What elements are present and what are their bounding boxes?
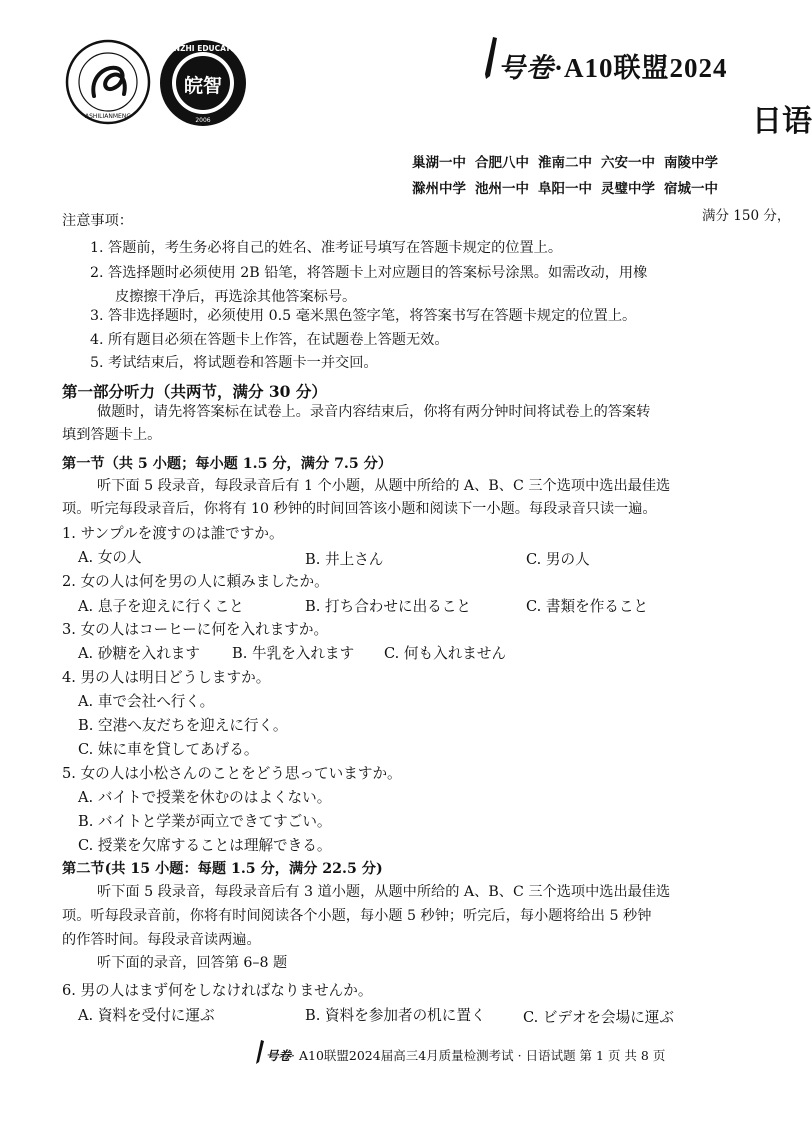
brand-text: 号卷 [498, 53, 554, 83]
option-b: B. 井上さん [305, 551, 384, 568]
option-b: B. 空港へ友だちを迎えに行く。 [78, 717, 288, 734]
option-a: A. 息子を迎えに行くこと [78, 598, 244, 615]
footer-brush-icon [256, 1040, 264, 1064]
full-score: 满分 150 分， [702, 208, 791, 224]
logo-right-char: 皖智 [183, 75, 223, 97]
question-stem: 6. 男の人はまず何をしなければなりませんか。 [62, 982, 373, 999]
notice-item: 1. 答题前，考生务必将自己的姓名、准考证号填写在答题卡规定的位置上。 [90, 240, 563, 256]
option-c: C. 何も入れません [384, 645, 507, 662]
notice-item: 5. 考试结束后，将试题卷和答题卡一并交回。 [90, 355, 378, 371]
section2-intro: 项。听每段录音前，你将有时间阅读各个小题，每小题 5 秒钟；听完后，每小题将给出 5 秒钟 [62, 908, 652, 924]
question-stem: 1. サンプルを渡すのは誰ですか。 [62, 525, 284, 542]
section2-title: 第二节(共 15 小题：每题 1.5 分，满分 22.5 分) [62, 861, 383, 877]
option-a: A. バイトで授業を休むのはよくない。 [78, 789, 332, 806]
part1-title: 第一部分听力（共两节，满分 30 分） [62, 382, 327, 401]
notice-item: 3. 答非选择题时，必须使用 0.5 毫米黑色签字笔，将答案书写在答题卡规定的位置上。 [90, 308, 637, 324]
question-stem: 4. 男の人は明日どうしますか。 [62, 669, 271, 686]
section1-intro: 项。听完每段录音后，你将有 10 秒钟的时间回答该小题和阅读下一小题。每段录音只读一遍。 [62, 501, 657, 517]
subject-title: 日语 [752, 104, 812, 139]
section2-intro: 听下面 5 段录音，每段录音后有 3 道小题，从题中所给的 A、B、C 三个选项中选出最佳选 [97, 884, 671, 900]
school-list-row2: 滁州中学 池州一中 阜阳一中 灵璧中学 宿城一中 [412, 181, 718, 197]
notice-item: 4. 所有题目必须在答题卡上作答，在试题卷上答题无效。 [90, 332, 449, 348]
question-stem: 5. 女の人は小松さんのことをどう思っていますか。 [62, 765, 402, 782]
logo-right-year: 2006 [195, 117, 211, 124]
brush-stroke-icon [484, 36, 498, 80]
option-b: B. 打ち合わせに出ること [305, 598, 471, 615]
option-a: A. 車で会社へ行く。 [78, 693, 215, 710]
question-stem: 3. 女の人はコーヒーに何を入れますか。 [62, 621, 329, 638]
option-b: B. 資料を参加者の机に置く [305, 1007, 486, 1024]
option-c: C. 妹に車を貸してあげる。 [78, 741, 259, 758]
footer-brand: 号卷 [266, 1048, 292, 1063]
option-b: B. バイトと学業が両立できてすごい。 [78, 813, 332, 830]
section1-intro: 听下面 5 段录音，每段录音后有 1 个小题，从题中所给的 A、B、C 三个选项中选出最佳选 [97, 478, 671, 494]
question-stem: 2. 女の人は何を男の人に頼みましたか。 [62, 573, 329, 590]
page-footer: 号卷· A10联盟2024届高三4月质量检测考试 · 日语试题 第 1 页 共 8 页 [266, 1048, 666, 1063]
part1-intro: 填到答题卡上。 [62, 427, 162, 443]
option-b: B. 牛乳を入れます [232, 645, 355, 662]
school-list-row1: 巢湖一中 合肥八中 淮南二中 六安一中 南陵中学 [412, 155, 718, 171]
section2-intro: 的作答时间。每段录音读两遍。 [62, 932, 261, 948]
notice-item: 皮擦擦干净后，再选涂其他答案标号。 [115, 289, 357, 305]
option-a: A. 砂糖を入れます [78, 645, 200, 662]
option-c: C. 授業を欠席することは理解できる。 [78, 837, 332, 854]
option-a: A. 資料を受付に運ぶ [78, 1007, 215, 1024]
option-c: C. ビデオを会場に運ぶ [523, 1009, 674, 1026]
part1-intro: 做题时，请先将答案标在试卷上。录音内容结束后，你将有两分钟时间将试卷上的答案转 [97, 404, 651, 420]
wanzhi-logo [158, 38, 248, 128]
option-c: C. 男の人 [526, 551, 590, 568]
logo-left-text: ASHILIANMENG [84, 113, 132, 120]
notice-title: 注意事项： [62, 213, 133, 229]
section1-title: 第一节（共 5 小题；每小题 1.5 分，满分 7.5 分） [62, 456, 393, 472]
notice-item: 2. 答选择题时必须使用 2B 铅笔，将答题卡上对应题目的答案标号涂黑。如需改动，用橡 [90, 265, 648, 281]
logo-right-text: WANZHI EDUCATION [160, 44, 246, 53]
option-c: C. 書類を作ること [526, 598, 649, 615]
option-a: A. 女の人 [78, 549, 142, 566]
alliance-logo [64, 38, 152, 126]
exam-title: 号卷·A10联盟2024 [498, 53, 728, 83]
section2-subtitle: 听下面的录音，回答第 6–8 题 [97, 955, 288, 971]
